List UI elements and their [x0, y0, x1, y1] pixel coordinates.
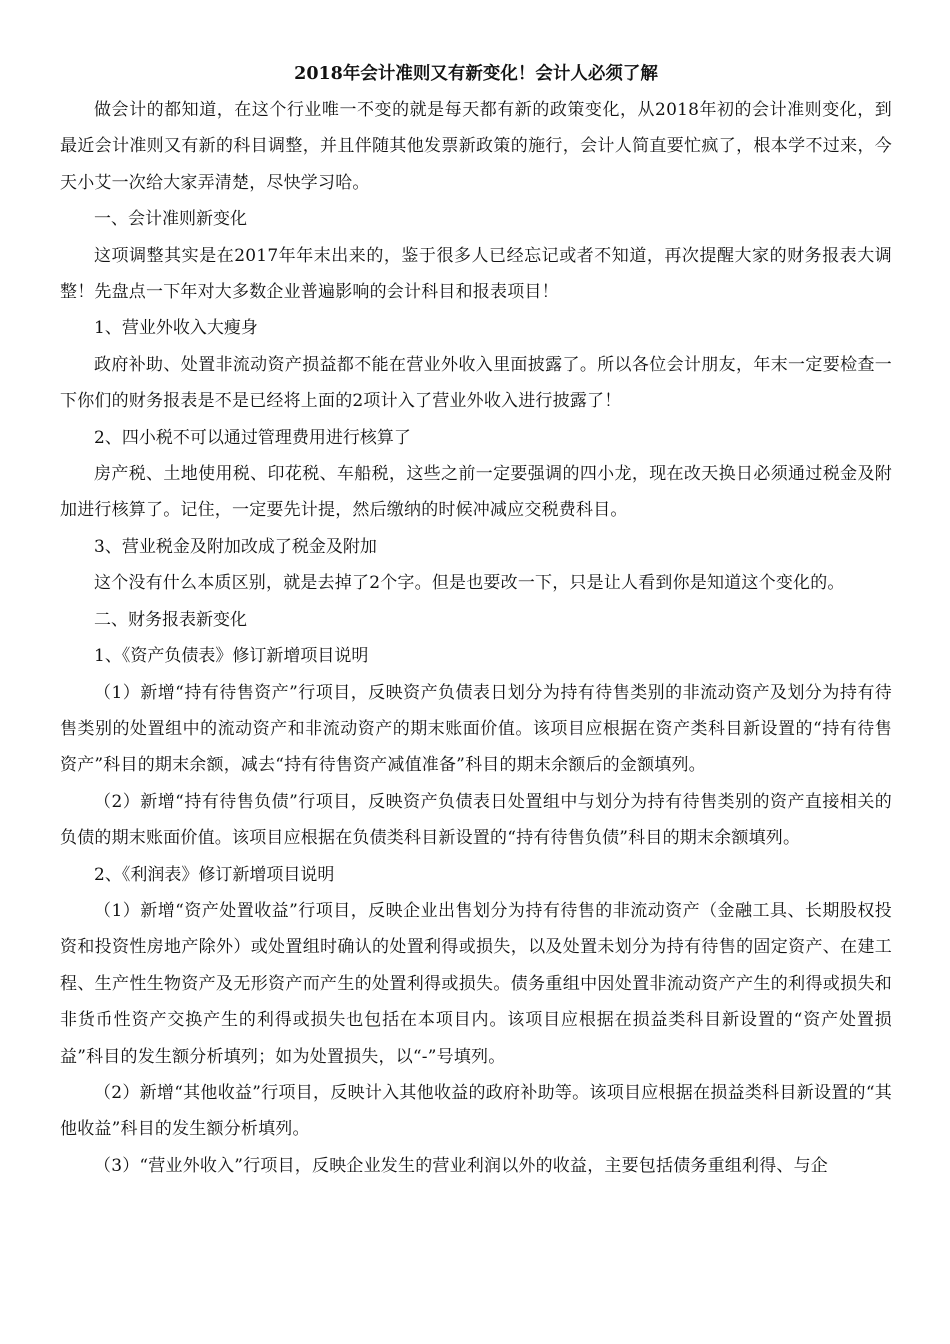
paragraph-adjustment-note: 这项调整其实是在2017年年末出来的，鉴于很多人已经忘记或者不知道，再次提醒大家的财务报表大调整！先盘点一下年对大多数企业普遍影响的会计科目和报表项目！ — [60, 245, 892, 303]
paragraph-non-operating-revenue: （3）“营业外收入”行项目，反映企业发生的营业利润以外的收益，主要包括债务重组利得、与企 — [94, 1155, 828, 1176]
section-heading-financial-statements: 二、财务报表新变化 — [94, 609, 247, 630]
subheading-balance-sheet: 1、《资产负债表》修订新增项目说明 — [94, 646, 369, 667]
subheading-four-small-taxes: 2、四小税不可以通过管理费用进行核算了 — [94, 427, 411, 448]
paragraph-four-small-taxes: 房产税、土地使用税、印花税、车船税，这些之前一定要强调的四小龙，现在改天换日必须通过税金及附加进行核算了。记住，一定要先计提，然后缴纳的时候冲减应交税费科目。 — [60, 464, 892, 521]
paragraph-tax-surcharge-rename: 这个没有什么本质区别，就是去掉了2个字。但是也要改一下，只是让人看到你是知道这个变化的。 — [94, 573, 845, 594]
paragraph-held-for-sale-liabilities: （2）新增“持有待售负债”行项目，反映资产负债表日处置组中与划分为持有待售类别的资产直接相关的负债的期末账面价值。该项目应根据在负债类科目新设置的“持有待售负债”科目的期末余额填列。 — [60, 791, 892, 849]
paragraph-non-operating-income: 政府补助、处置非流动资产损益都不能在营业外收入里面披露了。所以各位会计朋友，年末一定要检查一下你们的财务报表是不是已经将上面的2项计入了营业外收入进行披露了！ — [60, 354, 892, 412]
paragraph-other-income: （2）新增“其他收益”行项目，反映计入其他收益的政府补助等。该项目应根据在损益类科目新设置的“其他收益”科目的发生额分析填列。 — [60, 1082, 892, 1140]
subheading-income-statement: 2、《利润表》修订新增项目说明 — [94, 864, 335, 885]
document-title: 2018年会计准则又有新变化！会计人必须了解 — [294, 64, 658, 84]
document-page — [60, 56, 892, 1184]
subheading-non-operating-income: 1、营业外收入大瘦身 — [94, 318, 258, 339]
section-heading-accounting-standards: 一、会计准则新变化 — [94, 209, 247, 230]
paragraph-asset-disposal-gains: （1）新增“资产处置收益”行项目，反映企业出售划分为持有待售的非流动资产（金融工具、长期股权投资和投资性房地产除外）或处置组时确认的处置利得或损失，以及处置未划分为持有待售的固定资产、在建工程、生产性生物资产及无形资产而产生的处置利得或损失。债务重组中因处置非流动资产产生的利得或损失和非货币性资产交换产生的利得或损失也包括在本项目内。该项目应根据在损益类科目新设置的“资产处置损益”科目的发生额分析填列；如为处置损失，以“-”号填列。 — [60, 900, 892, 1067]
intro-paragraph: 做会计的都知道，在这个行业唯一不变的就是每天都有新的政策变化，从2018年初的会计准则变化，到最近会计准则又有新的科目调整，并且伴随其他发票新政策的施行，会计人简直要忙疯了，根本学不过来，今天小艾一次给大家弄清楚，尽快学习哈。 — [60, 100, 892, 193]
paragraph-held-for-sale-assets: （1）新增“持有待售资产”行项目，反映资产负债表日划分为持有待售类别的非流动资产及划分为持有待售类别的处置组中的流动资产和非流动资产的期末账面价值。该项目应根据在资产类科目新设置的“持有待售资产”科目的期末余额，减去“持有待售资产减值准备”科目的期末余额后的金额填列。 — [60, 682, 892, 776]
subheading-tax-surcharge-rename: 3、营业税金及附加改成了税金及附加 — [94, 536, 377, 557]
